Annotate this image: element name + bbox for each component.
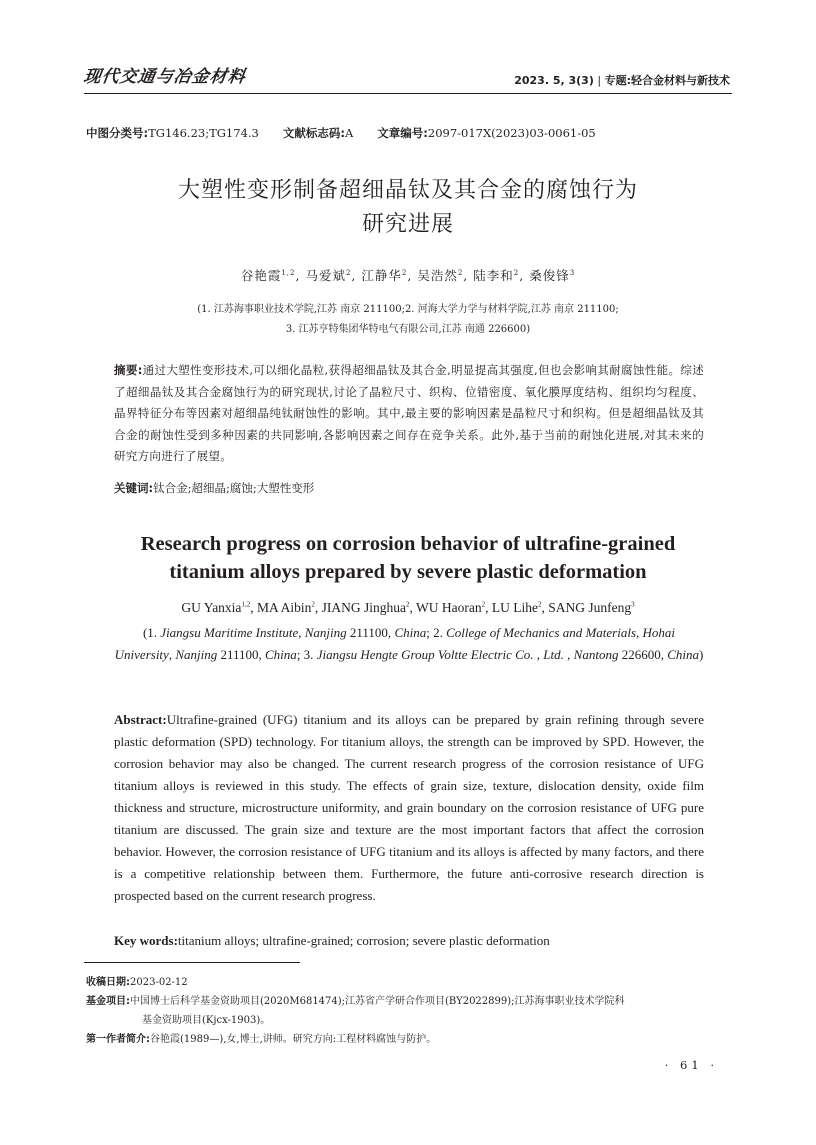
affil-en-institution: Jiangsu Maritime Institute (160, 625, 299, 640)
author-cn-affil: 2 (345, 268, 352, 277)
affil-en-text: , (298, 625, 305, 640)
issue-header (514, 72, 730, 88)
journal-logo: 现代交通与冶金材料 (82, 67, 248, 87)
title-en-line2: titanium alloys prepared by severe plastic deformation (169, 561, 647, 583)
title-cn-line1: 大塑性变形制备超细晶钛及其合金的腐蚀行为 (177, 178, 638, 203)
affil-en-text: ) (699, 647, 704, 662)
author-en-affil: 2 (481, 600, 486, 609)
keywords-cn (114, 480, 314, 496)
affil-en-text: (1. (142, 625, 161, 640)
affiliations-cn (84, 300, 732, 340)
affil-cn-line2: 3. 江苏亨特集团华特电气有限公司,江苏 南通 226600) (285, 324, 531, 335)
page-number: · 61 · (664, 1058, 718, 1072)
affil-en-text: ; 2. (426, 625, 447, 640)
author-cn-affil: 2 (401, 268, 408, 277)
classification-line (86, 125, 596, 141)
footnotes (86, 973, 736, 1049)
affil-en-text: ; 3. (296, 647, 317, 662)
keywords-cn-label: 关键词: (114, 481, 154, 495)
affil-en-institution: College of Mechanics and Materials (446, 625, 637, 640)
author-en: LU Lihe (491, 600, 538, 615)
author-cn: 江静华 (361, 268, 402, 283)
first-author-value: 谷艳霞(1989—),女,博士,讲师。研究方向:工程材料腐蚀与防护。 (150, 1034, 437, 1045)
affil-en-text: 211100, (217, 647, 266, 662)
author-cn: 陆李和 (473, 268, 514, 283)
affil-en-city: Nanjing (175, 647, 218, 662)
author-en: MA Aibin (256, 600, 312, 615)
footnote-divider (84, 962, 300, 963)
affil-en-country: China (265, 647, 297, 662)
author-en-affil: 2 (311, 600, 315, 609)
author-en: SANG Junfeng (548, 600, 632, 615)
article-no-label: 文章编号: (377, 126, 428, 140)
clc-label: 中图分类号: (86, 126, 149, 140)
author-en-affil: 3 (631, 600, 635, 609)
title-en (84, 530, 732, 586)
abstract-cn-label: 摘要: (114, 363, 143, 377)
keywords-cn-text: 钛合金;超细晶;腐蚀;大塑性变形 (153, 481, 315, 495)
affil-en-text: , (636, 625, 643, 640)
affil-cn-line1: (1. 江苏海事职业技术学院,江苏 南京 211100;2. 河海大学力学与材料学院,江苏 南京 211100; (197, 304, 619, 315)
author-cn-affil: 1,2 (281, 268, 296, 277)
author-en: WU Haoran (415, 600, 482, 615)
topic-label: 专题:轻合金材料与新技术 (604, 74, 730, 87)
fund-line2: 基金资助项目(Kjcx-1903)。 (142, 1015, 271, 1026)
affil-en-text: 211100, (346, 625, 395, 640)
first-author-info (86, 1030, 736, 1049)
author-cn-affil: 3 (569, 268, 576, 277)
author-cn: 谷艳霞 (240, 268, 282, 283)
title-cn-line2: 研究进展 (361, 212, 454, 237)
doc-code-value: A (344, 126, 354, 140)
affil-en-text: , (168, 647, 176, 662)
article-no-value: 2097-017X(2023)03-0061-05 (427, 126, 596, 140)
author-cn: 桑俊锋 (529, 268, 570, 283)
clc-value: TG146.23;TG174.3 (148, 126, 259, 140)
fund-info (86, 992, 736, 1030)
keywords-en-text: titanium alloys; ultrafine-grained; corrosion; severe plastic deformation (177, 933, 550, 948)
affil-en-institution: Jiangsu Hengte Group Voltte Electric Co. , Ltd. (316, 647, 564, 662)
fund-label: 基金项目: (86, 996, 130, 1007)
affil-en-city: Nanjing (304, 625, 347, 640)
title-en-line1: Research progress on corrosion behavior of ultrafine-grained (140, 533, 676, 555)
received-label: 收稿日期: (86, 977, 130, 988)
fund-line1: 中国博士后科学基金资助项目(2020M681474);江苏省产学研合作项目(BY2022899);江苏海事职业技术学院科 (130, 996, 625, 1007)
affil-en-text: , (563, 647, 574, 662)
author-cn: 马爱斌 (305, 268, 346, 283)
keywords-en (114, 933, 550, 949)
author-cn-affil: 2 (513, 268, 520, 277)
affil-en-text: 226600, (618, 647, 668, 662)
received-value: 2023-02-12 (130, 977, 188, 988)
affil-en-country: China (394, 625, 427, 640)
issue-info: 2023. 5, 3(3) (514, 74, 594, 87)
affil-en-country: China (667, 647, 699, 662)
affil-en-institution: Hohai University (114, 625, 676, 662)
author-en-affil: 2 (537, 600, 542, 609)
abstract-cn (114, 360, 704, 468)
keywords-en-label: Key words: (114, 933, 178, 948)
affil-en-city: Nantong (573, 647, 619, 662)
abstract-cn-text: 通过大塑性变形技术,可以细化晶粒,获得超细晶钛及其合金,明显提高其强度,但也会影响其耐腐蚀性能。综述了超细晶钛及其合金腐蚀行为的研究现状,讨论了晶粒尺寸、织构、位错密度、氧化膜厚度结构、组织均匀程度、晶界特征分布等因素对超细晶纯钛耐蚀性的影响。其中,最主要的影响因素是晶粒尺寸和织构。但是超细晶钛及其合金的耐蚀性受到多种因素的共同影响,各影响因素之间存在竞争关系。此外,基于当前的耐蚀化进展,对其未来的研究方向进行了展望。 (114, 363, 704, 464)
abstract-en (114, 709, 704, 907)
author-en-affil: 1,2 (241, 600, 251, 609)
first-author-label: 第一作者简介: (86, 1034, 150, 1045)
authors-en: GU Yanxia$^{1,2}$, MA Aibin$^2$, JIANG Jinghua$^2$, WU Haoran$^2$, LU Lihe$^2$, SANG Junfeng$^3$ (181, 600, 635, 615)
doc-code-label: 文献标志码: (282, 126, 345, 140)
author-en: GU Yanxia (181, 600, 242, 615)
authors-cn: 谷艳霞$^{1,2}$, 马爱斌$^2$, 江静华$^2$, 吴浩然$^2$, 陆李和$^2$, 桑俊锋$^3$ (240, 268, 576, 283)
affiliations-en (114, 622, 704, 666)
author-en: JIANG Jinghua (321, 600, 406, 615)
title-cn (84, 174, 732, 242)
received-date (86, 973, 736, 992)
header-separator: | (597, 74, 602, 87)
author-en-affil: 2 (405, 600, 410, 609)
abstract-en-label: Abstract: (114, 712, 167, 727)
abstract-en-text: Ultrafine-grained (UFG) titanium and its alloys can be prepared by grain refining through severe plastic deformation (SPD) technology. For titanium alloys, the strength can be improved by SPD. However, the corrosion behavior may also be changed. The current research progress of the corrosion resistance of UFG titanium alloys is reviewed in this study. The effects of grain size, texture, dislocation density, oxide film thickness and structure, microstructure uniformity, and grain boundary on the corrosion resistance of UFG pure titanium are discussed. The grain size and texture are the most important factors that affect the corrosion behavior. However, the corrosion resistance of UFG titanium and its alloys is affected by many factors, and there is a competitive relationship between them. Furthermore, the future anti-corrosive research direction is prospected based on the current research progress. (114, 712, 704, 903)
author-cn-affil: 2 (457, 268, 464, 277)
author-cn: 吴浩然 (417, 268, 458, 283)
header-divider (84, 93, 732, 94)
